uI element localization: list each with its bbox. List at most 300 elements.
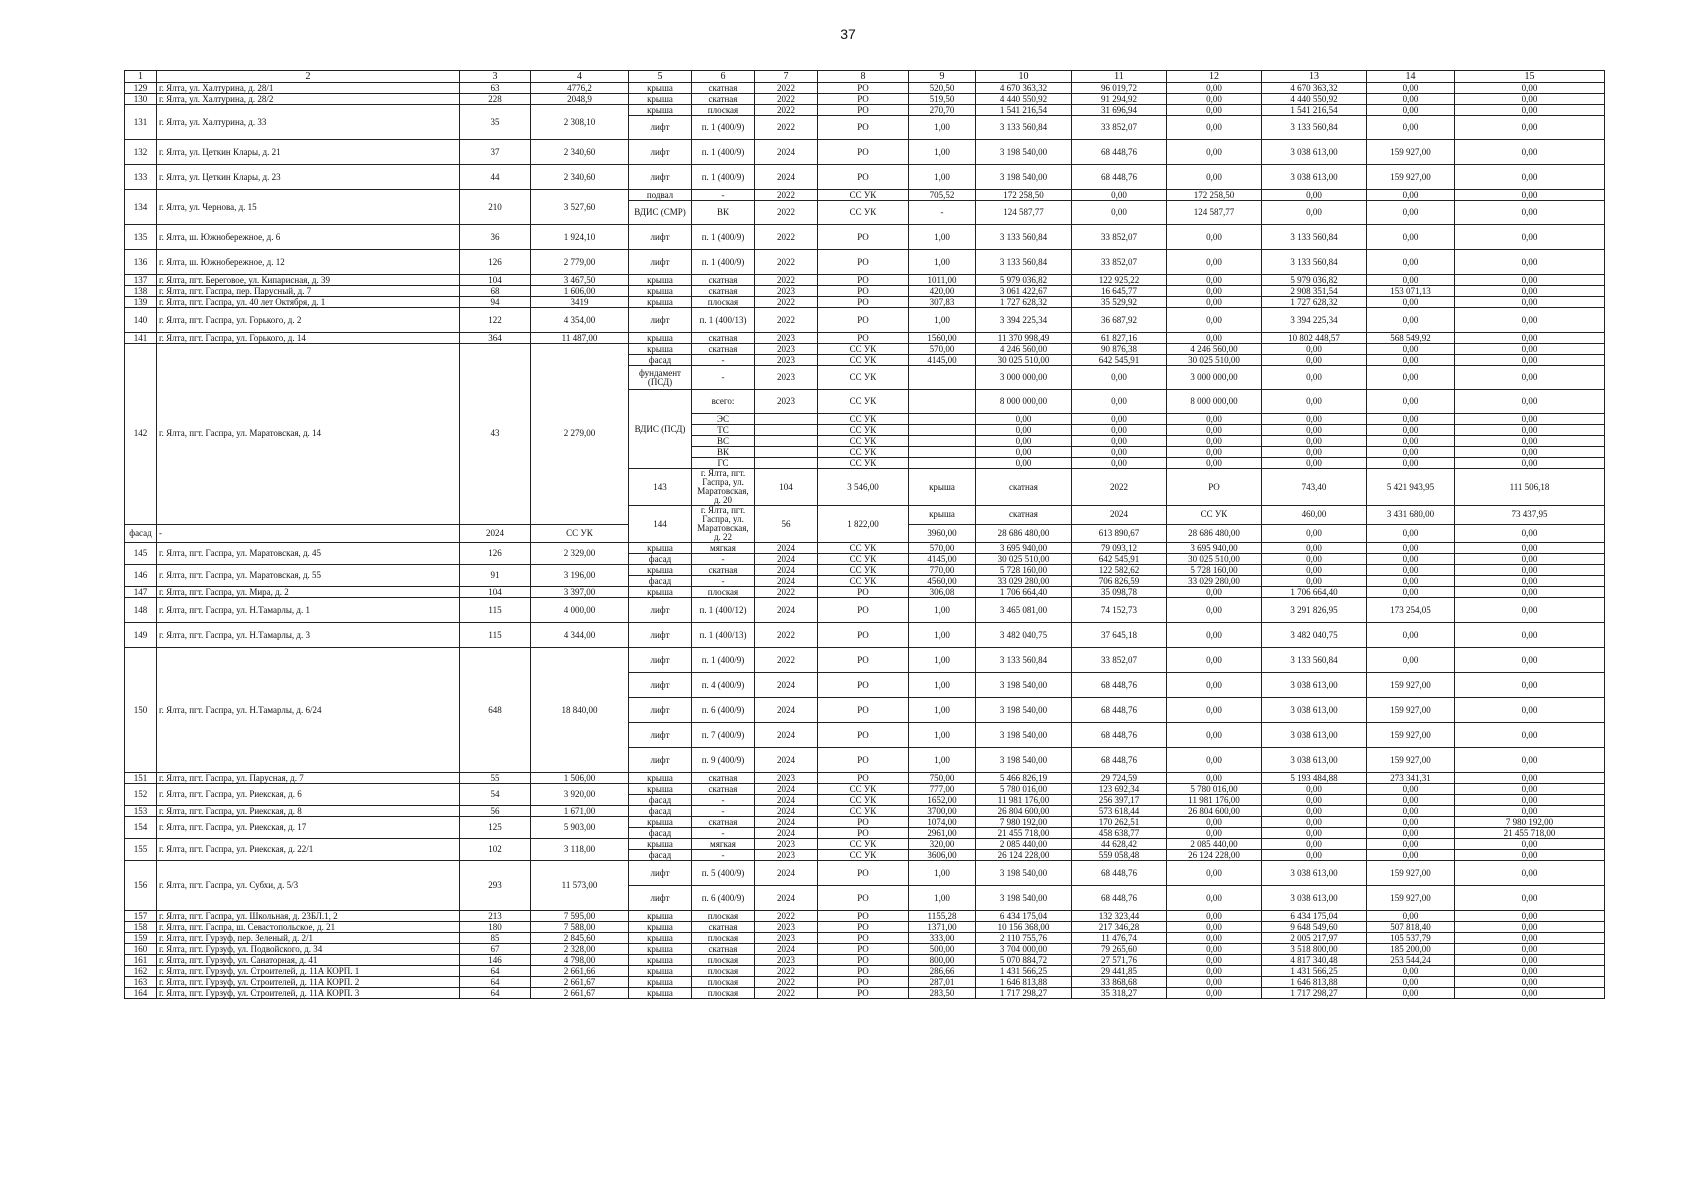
work-subtype-cell: скатная [692, 784, 755, 795]
cost-2-cell: 33 852,07 [1072, 648, 1167, 673]
financing-cell: РО [818, 886, 909, 911]
year-cell: 2022 [755, 83, 818, 94]
total-cost-cell: 4 440 550,92 [976, 94, 1072, 105]
row-number-cell: 156 [125, 861, 157, 911]
address-cell: - [157, 524, 460, 543]
cost-6-cell: 0,00 [1455, 955, 1605, 966]
area-cell: 2 340,60 [531, 140, 629, 165]
cost-4-cell: 0,00 [1262, 784, 1367, 795]
apartment-count-cell: 102 [460, 839, 531, 861]
area-cell: 2 661,66 [531, 966, 629, 977]
year-cell: 2022 [755, 911, 818, 922]
financing-cell: РО [818, 225, 909, 250]
cost-4-cell: 0,00 [1262, 414, 1367, 425]
cost-4-cell: 3 038 613,00 [1262, 165, 1367, 190]
row-number-cell: 129 [125, 83, 157, 94]
cost-3-cell: 0,00 [1167, 83, 1262, 94]
volume-cell: 4145,00 [909, 554, 976, 565]
work-subtype-cell: плоская [692, 933, 755, 944]
apartment-count-cell: 63 [460, 83, 531, 94]
year-cell: 2023 [755, 344, 818, 355]
row-number-cell: 162 [125, 966, 157, 977]
cost-3-cell: 4 246 560,00 [1167, 344, 1262, 355]
address-cell: г. Ялта, пгт. Гурзуф, ул. Подвойского, д. 34 [157, 944, 460, 955]
total-cost-cell: 8 000 000,00 [976, 390, 1072, 414]
year-cell: 2023 [755, 773, 818, 784]
cost-3-cell: 0,00 [1167, 977, 1262, 988]
cost-6-cell: 0,00 [1455, 850, 1605, 861]
row-number-cell: 148 [125, 598, 157, 623]
cost-5-cell: 0,00 [1367, 587, 1455, 598]
cost-5-cell: 0,00 [1367, 648, 1455, 673]
cost-4-cell: 0,00 [1262, 524, 1367, 543]
volume-cell: 3960,00 [909, 524, 976, 543]
cost-3-cell: 0,00 [1167, 436, 1262, 447]
row-number-cell: 150 [125, 648, 157, 773]
cost-3-cell: 0,00 [1167, 623, 1262, 648]
total-cost-cell: 11 981 176,00 [976, 795, 1072, 806]
year-cell: 2023 [755, 850, 818, 861]
year-cell: 2024 [755, 165, 818, 190]
cost-5-cell: 0,00 [1367, 839, 1455, 850]
cost-3-cell: 26 804 600,00 [1167, 806, 1262, 817]
work-type-cell: крыша [629, 966, 692, 977]
total-cost-cell: 5 728 160,00 [976, 565, 1072, 576]
cost-2-cell: 122 582,62 [1072, 565, 1167, 576]
volume-cell: 705,52 [909, 190, 976, 201]
table-row [125, 165, 1605, 190]
total-cost-cell: 0,00 [976, 447, 1072, 458]
financing-cell: РО [818, 598, 909, 623]
table-row [125, 543, 1605, 554]
work-type-cell: крыша [629, 933, 692, 944]
cost-2-cell: 11 476,74 [1072, 933, 1167, 944]
cost-6-cell: 0,00 [1455, 390, 1605, 414]
volume-cell: 1,00 [909, 673, 976, 698]
work-type-cell: фасад [629, 828, 692, 839]
cost-2-cell: 37 645,18 [1072, 623, 1167, 648]
table-row [125, 773, 1605, 784]
cost-2-cell: 122 925,22 [1072, 275, 1167, 286]
cost-3-cell: 0,00 [1167, 275, 1262, 286]
volume-cell: 1,00 [909, 225, 976, 250]
financing-cell: РО [818, 94, 909, 105]
year-cell: 2022 [755, 250, 818, 275]
cost-5-cell: 0,00 [1367, 105, 1455, 116]
cost-2-cell: 44 628,42 [1072, 839, 1167, 850]
area-cell: 3 118,00 [531, 839, 629, 861]
row-number-cell: 141 [125, 333, 157, 344]
volume-cell: 1011,00 [909, 275, 976, 286]
financing-cell: РО [818, 673, 909, 698]
work-subtype-cell: п. 6 (400/9) [692, 886, 755, 911]
cost-4-cell: 0,00 [1262, 828, 1367, 839]
address-cell: г. Ялта, пгт. Гаспра, ул. 40 лет Октября, д. 1 [157, 297, 460, 308]
row-number-cell: 163 [125, 977, 157, 988]
volume-cell: 1,00 [909, 250, 976, 275]
work-subtype-cell: - [692, 828, 755, 839]
volume-cell: 420,00 [909, 286, 976, 297]
work-subtype-cell: - [692, 795, 755, 806]
total-cost-cell: 3 394 225,34 [976, 308, 1072, 333]
area-cell: 2 845,60 [531, 933, 629, 944]
total-cost-cell: 1 717 298,27 [976, 988, 1072, 999]
cost-3-cell: 0,00 [1167, 698, 1262, 723]
financing-cell: СС УК [818, 554, 909, 565]
cost-3-cell: 0,00 [1167, 817, 1262, 828]
row-number-cell: фасад [125, 524, 157, 543]
cost-6-cell: 0,00 [1455, 250, 1605, 275]
work-subtype-cell: мягкая [692, 839, 755, 850]
cost-4-cell: 5 979 036,82 [1262, 275, 1367, 286]
area-cell: 3 397,00 [531, 587, 629, 598]
cost-3-cell: 0,00 [1167, 105, 1262, 116]
total-cost-cell: 3 198 540,00 [976, 673, 1072, 698]
cost-6-cell: 0,00 [1455, 425, 1605, 436]
work-subtype-cell: скатная [692, 922, 755, 933]
volume-cell: 1,00 [909, 140, 976, 165]
cost-3-cell: 0,00 [1167, 648, 1262, 673]
cost-6-cell: 0,00 [1455, 436, 1605, 447]
table-row [125, 308, 1605, 333]
table-row [125, 988, 1605, 999]
column-header: 14 [1367, 71, 1455, 83]
area-cell: 7 595,00 [531, 911, 629, 922]
volume-cell: крыша [909, 506, 976, 525]
total-cost-cell: 3 061 422,67 [976, 286, 1072, 297]
cost-5-cell: 0,00 [1367, 447, 1455, 458]
work-type-cell: ВДИС (ПСД) [629, 390, 692, 469]
cost-4-cell: 4 670 363,32 [1262, 83, 1367, 94]
area-cell: 3 920,00 [531, 784, 629, 806]
financing-cell: РО [818, 911, 909, 922]
cost-2-cell: 74 152,73 [1072, 598, 1167, 623]
cost-5-cell: 0,00 [1367, 565, 1455, 576]
cost-6-cell: 0,00 [1455, 554, 1605, 565]
work-type-cell: крыша [629, 955, 692, 966]
work-subtype-cell: п. 1 (400/13) [692, 623, 755, 648]
cost-5-cell: 273 341,31 [1367, 773, 1455, 784]
cost-2-cell: 123 692,34 [1072, 784, 1167, 795]
year-cell: 2024 [755, 886, 818, 911]
cost-5-cell: 0,00 [1367, 275, 1455, 286]
address-cell: г. Ялта, пгт. Гурзуф, пер. Зеленый, д. 2/1 [157, 933, 460, 944]
row-number-cell: 138 [125, 286, 157, 297]
cost-4-cell: 2 005 217,97 [1262, 933, 1367, 944]
capital-repair-table [124, 70, 1605, 999]
cost-3-cell: 28 686 480,00 [1167, 524, 1262, 543]
cost-5-cell: 159 927,00 [1367, 673, 1455, 698]
cost-4-cell: 0,00 [1262, 565, 1367, 576]
total-cost-cell: 1 646 813,88 [976, 977, 1072, 988]
cost-5-cell: 0,00 [1367, 850, 1455, 861]
cost-6-cell: 0,00 [1455, 543, 1605, 554]
financing-cell: СС УК [818, 201, 909, 225]
cost-2-cell: 458 638,77 [1072, 828, 1167, 839]
year-cell [755, 425, 818, 436]
row-number-cell: 137 [125, 275, 157, 286]
apartment-count-cell: 104 [460, 587, 531, 598]
work-subtype-cell: скатная [692, 83, 755, 94]
total-cost-cell: 3 000 000,00 [976, 366, 1072, 390]
cost-4-cell: 3 038 613,00 [1262, 886, 1367, 911]
cost-4-cell: 743,40 [1262, 469, 1367, 506]
cost-3-cell: 0,00 [1167, 225, 1262, 250]
financing-cell: РО [818, 922, 909, 933]
volume-cell [909, 458, 976, 469]
cost-4-cell: 1 431 566,25 [1262, 966, 1367, 977]
cost-4-cell: 0,00 [1262, 201, 1367, 225]
cost-6-cell: 0,00 [1455, 911, 1605, 922]
volume-cell: 4145,00 [909, 355, 976, 366]
total-cost-cell: 3 198 540,00 [976, 748, 1072, 773]
total-cost-cell: 1 431 566,25 [976, 966, 1072, 977]
row-number-cell: 130 [125, 94, 157, 105]
work-type-cell: фасад [629, 806, 692, 817]
cost-3-cell: 172 258,50 [1167, 190, 1262, 201]
work-subtype-cell: плоская [692, 988, 755, 999]
cost-3-cell: 0,00 [1167, 447, 1262, 458]
cost-5-cell: 253 544,24 [1367, 955, 1455, 966]
volume-cell: 1,00 [909, 648, 976, 673]
row-number-cell: 159 [125, 933, 157, 944]
row-number-cell: 145 [125, 543, 157, 565]
year-cell: 2024 [755, 944, 818, 955]
total-cost-cell: 5 780 016,00 [976, 784, 1072, 795]
apartment-count-cell: 126 [460, 543, 531, 565]
apartment-count-cell: 56 [460, 806, 531, 817]
cost-6-cell: 0,00 [1455, 673, 1605, 698]
year-cell: 2022 [755, 190, 818, 201]
area-cell: 18 840,00 [531, 648, 629, 773]
work-subtype-cell: скатная [692, 944, 755, 955]
year-cell: 2024 [755, 554, 818, 565]
column-header: 11 [1072, 71, 1167, 83]
cost-4-cell: 3 038 613,00 [1262, 748, 1367, 773]
apartment-count-cell: 125 [460, 817, 531, 839]
financing-cell: 3 546,00 [818, 469, 909, 506]
cost-4-cell: 1 541 216,54 [1262, 105, 1367, 116]
table-row [125, 861, 1605, 886]
total-cost-cell: 0,00 [976, 425, 1072, 436]
work-type-cell: крыша [629, 817, 692, 828]
cost-5-cell: 159 927,00 [1367, 861, 1455, 886]
cost-6-cell: 0,00 [1455, 806, 1605, 817]
cost-3-cell: 30 025 510,00 [1167, 554, 1262, 565]
work-subtype-cell: плоская [692, 977, 755, 988]
cost-5-cell: 0,00 [1367, 988, 1455, 999]
work-type-cell: лифт [629, 598, 692, 623]
cost-6-cell: 0,00 [1455, 648, 1605, 673]
cost-3-cell: 5 728 160,00 [1167, 565, 1262, 576]
cost-2-cell: 31 696,94 [1072, 105, 1167, 116]
work-subtype-cell: скатная [692, 773, 755, 784]
work-type-cell: крыша [629, 839, 692, 850]
row-number-cell: 134 [125, 190, 157, 225]
volume-cell: 570,00 [909, 344, 976, 355]
year-cell: 2024 [755, 806, 818, 817]
volume-cell: 1,00 [909, 698, 976, 723]
cost-4-cell: 0,00 [1262, 344, 1367, 355]
row-number-cell: 140 [125, 308, 157, 333]
address-cell: г. Ялта, пгт. Гаспра, ул. Риекская, д. 17 [157, 817, 460, 839]
financing-cell: СС УК [818, 414, 909, 425]
area-cell: 2 328,00 [531, 944, 629, 955]
cost-2-cell: 27 571,76 [1072, 955, 1167, 966]
cost-2-cell: 0,00 [1072, 190, 1167, 201]
table-body [125, 83, 1605, 999]
cost-4-cell: 3 038 613,00 [1262, 140, 1367, 165]
year-cell: 2024 [755, 861, 818, 886]
address-cell: г. Ялта, пгт. Гаспра, ул. Риекская, д. 22/1 [157, 839, 460, 861]
financing-cell: 1 822,00 [818, 506, 909, 543]
cost-2-cell: 0,00 [1072, 390, 1167, 414]
table-row [125, 784, 1605, 795]
cost-6-cell: 0,00 [1455, 587, 1605, 598]
financing-cell: СС УК [818, 576, 909, 587]
cost-4-cell: 3 394 225,34 [1262, 308, 1367, 333]
work-type-cell: лифт [629, 116, 692, 140]
cost-4-cell: 3 291 826,95 [1262, 598, 1367, 623]
apartment-count-cell: 44 [460, 165, 531, 190]
work-type-cell: лифт [629, 861, 692, 886]
cost-3-cell: 0,00 [1167, 94, 1262, 105]
volume-cell: 270,70 [909, 105, 976, 116]
apartment-count-cell: 36 [460, 225, 531, 250]
work-subtype-cell: п. 5 (400/9) [692, 861, 755, 886]
cost-5-cell: 159 927,00 [1367, 723, 1455, 748]
table-row [125, 598, 1605, 623]
table-row [125, 966, 1605, 977]
table-row [125, 190, 1605, 201]
work-type-cell: лифт [629, 748, 692, 773]
work-type-cell: лифт [629, 250, 692, 275]
cost-5-cell: 159 927,00 [1367, 886, 1455, 911]
cost-4-cell: 0,00 [1262, 355, 1367, 366]
cost-4-cell: 0,00 [1262, 425, 1367, 436]
total-cost-cell: 3 198 540,00 [976, 698, 1072, 723]
work-subtype-cell: п. 6 (400/9) [692, 698, 755, 723]
total-cost-cell: 3 133 560,84 [976, 250, 1072, 275]
cost-5-cell: 159 927,00 [1367, 140, 1455, 165]
address-cell: г. Ялта, ул. Цеткин Клары, д. 23 [157, 165, 460, 190]
year-cell [755, 414, 818, 425]
year-cell: 2023 [755, 933, 818, 944]
apartment-count-cell: 115 [460, 598, 531, 623]
cost-4-cell: 0,00 [1262, 817, 1367, 828]
row-number-cell: 139 [125, 297, 157, 308]
financing-cell: РО [818, 966, 909, 977]
work-subtype-cell: ГС [692, 458, 755, 469]
cost-4-cell: 3 038 613,00 [1262, 673, 1367, 698]
financing-cell: РО [818, 861, 909, 886]
address-cell: г. Ялта, пгт. Гурзуф, ул. Санаторная, д. 41 [157, 955, 460, 966]
row-number-cell: 161 [125, 955, 157, 966]
apartment-count-cell: 64 [460, 988, 531, 999]
year-cell: 2022 [755, 116, 818, 140]
year-cell: 2022 [755, 308, 818, 333]
total-cost-cell: 0,00 [976, 436, 1072, 447]
cost-4-cell: 1 727 628,32 [1262, 297, 1367, 308]
financing-cell: РО [818, 648, 909, 673]
volume-cell: 3700,00 [909, 806, 976, 817]
cost-6-cell: 0,00 [1455, 458, 1605, 469]
cost-3-cell: СС УК [1167, 506, 1262, 525]
table-row [125, 94, 1605, 105]
cost-3-cell: 0,00 [1167, 458, 1262, 469]
cost-5-cell: 0,00 [1367, 436, 1455, 447]
cost-3-cell: РО [1167, 469, 1262, 506]
address-cell: г. Ялта, пгт. Гаспра, ул. Школьная, д. 23БЛ.1, 2 [157, 911, 460, 922]
cost-2-cell: 96 019,72 [1072, 83, 1167, 94]
cost-2-cell: 33 868,68 [1072, 977, 1167, 988]
year-cell: 2024 [755, 784, 818, 795]
table-row [125, 565, 1605, 576]
total-cost-cell: 124 587,77 [976, 201, 1072, 225]
address-cell: г. Ялта, пгт. Гаспра, ул. Риекская, д. 8 [157, 806, 460, 817]
address-cell: г. Ялта, пгт. Гаспра, ул. Маратовская, д. 45 [157, 543, 460, 565]
cost-5-cell: 0,00 [1367, 806, 1455, 817]
cost-3-cell: 0,00 [1167, 414, 1262, 425]
cost-2-cell: 68 448,76 [1072, 886, 1167, 911]
cost-5-cell: 0,00 [1367, 966, 1455, 977]
address-cell: г. Ялта, пгт. Гаспра, ул. Н.Тамарлы, д. 6/24 [157, 648, 460, 773]
cost-3-cell: 0,00 [1167, 116, 1262, 140]
cost-4-cell: 5 193 484,88 [1262, 773, 1367, 784]
table-row [125, 955, 1605, 966]
volume-cell: 1,00 [909, 748, 976, 773]
cost-5-cell: 507 818,40 [1367, 922, 1455, 933]
volume-cell [909, 366, 976, 390]
address-cell: г. Ялта, ул. Цеткин Клары, д. 21 [157, 140, 460, 165]
cost-5-cell: 0,00 [1367, 977, 1455, 988]
cost-3-cell: 33 029 280,00 [1167, 576, 1262, 587]
financing-cell: РО [818, 698, 909, 723]
cost-5-cell: 0,00 [1367, 297, 1455, 308]
cost-6-cell: 0,00 [1455, 275, 1605, 286]
cost-6-cell: 0,00 [1455, 140, 1605, 165]
volume-cell: 3606,00 [909, 850, 976, 861]
column-header: 12 [1167, 71, 1262, 83]
total-cost-cell: 0,00 [976, 414, 1072, 425]
cost-3-cell: 0,00 [1167, 748, 1262, 773]
cost-4-cell: 0,00 [1262, 850, 1367, 861]
work-type-cell: крыша [629, 543, 692, 554]
table-row [125, 344, 1605, 355]
cost-2-cell: 68 448,76 [1072, 165, 1167, 190]
apartment-count-cell: 85 [460, 933, 531, 944]
year-cell: 2022 [755, 105, 818, 116]
financing-cell: РО [818, 297, 909, 308]
cost-5-cell: 0,00 [1367, 190, 1455, 201]
cost-6-cell: 0,00 [1455, 333, 1605, 344]
total-cost-cell: 5 070 884,72 [976, 955, 1072, 966]
work-type-cell: крыша [629, 286, 692, 297]
cost-3-cell: 0,00 [1167, 723, 1262, 748]
address-cell: г. Ялта, пгт. Гурзуф, ул. Строителей, д. 11А КОРП. 2 [157, 977, 460, 988]
cost-6-cell: 0,00 [1455, 839, 1605, 850]
cost-4-cell: 0,00 [1262, 366, 1367, 390]
volume-cell: 1,00 [909, 886, 976, 911]
year-cell: 2023 [755, 955, 818, 966]
financing-cell: РО [818, 165, 909, 190]
page-number: 37 [840, 26, 856, 42]
address-cell: г. Ялта, ул. Халтурина, д. 33 [157, 105, 460, 140]
cost-6-cell: 0,00 [1455, 308, 1605, 333]
work-type-cell: фасад [629, 795, 692, 806]
cost-3-cell: 0,00 [1167, 922, 1262, 933]
work-type-cell: лифт [629, 648, 692, 673]
